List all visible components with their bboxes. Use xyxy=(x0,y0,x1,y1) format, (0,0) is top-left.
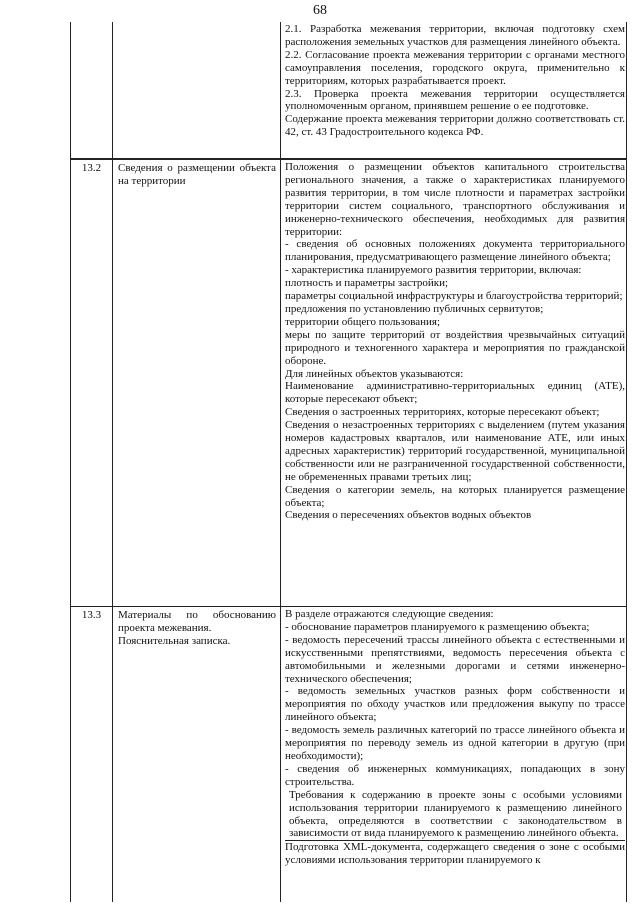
row-title xyxy=(113,160,281,606)
paragraph: В разделе отражаются следующие сведения: xyxy=(285,608,494,620)
row-number: 13.2 xyxy=(71,160,113,606)
paragraph: Сведения о категории земель, на которых планируется размещение объекта; xyxy=(285,483,625,509)
paragraph: Сведения о застроенных территориях, которые пересекают объект; xyxy=(285,406,600,419)
paragraph: Сведения о незастроенных территориях с выделением (путем указания номеров кадастровых кварталов, или наименование АТЕ, или иных адресных характеристик) территорий государственной, муниципальной собственности или не разграниченной государственной собственности, не обремененных правами третьих лиц; xyxy=(285,419,625,483)
row-number: 13.3 xyxy=(71,607,113,902)
paragraph: - обоснование параметров планируемого к размещению объекта; xyxy=(285,620,590,633)
paragraph: - ведомость земельных участков разных форм собственности и мероприятия по обходу участков или предложения выкупу по трассе линейного объекта; xyxy=(285,685,625,724)
paragraph: - характеристика планируемого развития территории, включая: xyxy=(285,264,582,277)
row-title-text: Сведения о размещении объекта на территории xyxy=(118,162,276,187)
row-title xyxy=(113,607,281,902)
row-description xyxy=(281,160,628,606)
paragraph: - ведомость земель различных категорий по трассе линейного объекта и мероприятия по переводу земель из одной категории в другую (при необходимости); xyxy=(285,724,625,762)
paragraph: Требования к содержанию в проекте зоны с особыми условиями использования территории планируемого к размещению линейного объекта, определяются в соответствии с законодательством в зависимости от вида планируемого к размещению линейного объекта. xyxy=(285,789,625,842)
row-description xyxy=(281,22,628,158)
paragraph: плотность и параметры застройки; xyxy=(285,277,449,290)
paragraph: - сведения об основных положениях документа территориального планирования, предусматривающего размещение линейного объекта; xyxy=(285,238,625,264)
paragraph: 2.3. Проверка проекта межевания территории осуществляется уполномоченным органом, принявшем решение о ее подготовке. xyxy=(285,87,625,113)
row-title-text: Материалы по обоснованию проекта межевания. xyxy=(118,609,276,634)
paragraph: предложения по установлению публичных сервитутов; xyxy=(285,302,544,315)
paragraph: 2.2. Согласование проекта межевания территории с органами местного самоуправления поселения, городского округа, применительно к территориям, которых разрабатывается проект. xyxy=(285,48,625,87)
table-row xyxy=(71,607,626,902)
paragraph: - ведомость пересечений трассы линейного объекта с естественными и искусственными препятствиями, ведомость пересечения объекта с автомобильными и железными дорогами и сетями инженерно-технического обеспечения; xyxy=(285,633,625,685)
paragraph: параметры социальной инфраструктуры и благоустройства территорий; xyxy=(285,290,623,303)
table-row xyxy=(71,22,626,159)
page-number: 68 xyxy=(313,3,327,18)
paragraph: Сведения о пересечениях объектов водных объектов xyxy=(285,509,532,522)
requirements-table xyxy=(70,22,627,902)
row-number xyxy=(71,22,113,158)
paragraph: Для линейных объектов указываются: xyxy=(285,367,464,380)
paragraph: Положения о размещении объектов капитального строительства регионального значения, а также о характеристиках планируемого развития территории, в том числе плотности и параметрах застройки территории систем социального, транспортного обслуживания и инженерно-технического обеспечения, необходимых для развития территории: xyxy=(285,161,625,238)
row-title-text: Пояснительная записка. xyxy=(118,635,231,647)
row-description xyxy=(281,607,628,902)
paragraph: Содержание проекта межевания территории должно соответствовать ст. 42, ст. 43 Градостроительного кодекса РФ. xyxy=(285,113,625,139)
table-row xyxy=(71,159,626,607)
paragraph: 2.1. Разработка межевания территории, включая подготовку схем расположения земельных участков для размещения линейного объекта. xyxy=(285,23,625,48)
row-title xyxy=(113,22,281,158)
paragraph: Наименование административно-территориальных единиц (АТЕ), которые пересекают объект; xyxy=(285,380,625,406)
paragraph: Подготовка XML-документа, содержащего сведения о зоне с особыми условиями использования территории планируемого к xyxy=(285,841,625,867)
paragraph: - сведения об инженерных коммуникациях, попадающих в зону строительства. xyxy=(285,762,625,788)
paragraph: территории общего пользования; xyxy=(285,315,441,328)
paragraph: меры по защите территорий от воздействия чрезвычайных ситуаций природного и техногенного характера и мероприятия по гражданской обороне. xyxy=(285,328,625,367)
